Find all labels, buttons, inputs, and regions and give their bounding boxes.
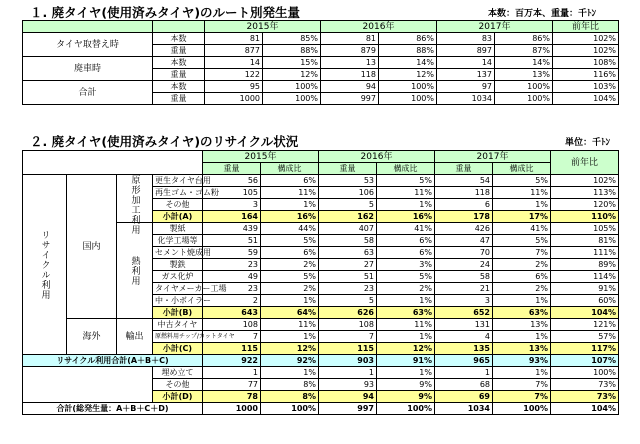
table-row — [23, 367, 619, 379]
cell: 439 — [203, 223, 261, 235]
cell: 21 — [435, 283, 493, 295]
section2-title: ２. 廃タイヤ(使用済みタイヤ)のリサイクル状況 — [30, 134, 299, 149]
sub-label: 重量 — [153, 69, 205, 81]
row-label: 小計(D) — [153, 391, 203, 403]
cell: 63% — [377, 307, 435, 319]
weight-header: 重量 — [203, 163, 261, 175]
cell: 6% — [261, 175, 319, 187]
cell: 1034 — [437, 93, 495, 105]
cell: 100% — [551, 367, 619, 379]
cell: 13 — [321, 57, 379, 69]
cell: 69 — [435, 391, 493, 403]
cell: 100% — [263, 81, 321, 93]
year-2015: 2015年 — [203, 151, 319, 163]
cell: 68 — [435, 379, 493, 391]
cell: 7 — [203, 331, 261, 343]
row-label: 小計(C) — [153, 343, 203, 355]
cell: 13% — [493, 343, 551, 355]
cell: 178 — [435, 211, 493, 223]
route-header-row — [23, 21, 619, 33]
cell: 13% — [493, 319, 551, 331]
cell: 87% — [495, 45, 553, 57]
recycle-use-label: リサイクル利用 — [23, 175, 67, 355]
cell: 11% — [493, 187, 551, 199]
cell: 1% — [377, 295, 435, 307]
sub-label: 本数 — [153, 81, 205, 93]
cell: 2% — [261, 283, 319, 295]
cell: 97 — [437, 81, 495, 93]
cell: 5 — [319, 295, 377, 307]
cell: 11% — [261, 187, 319, 199]
cell: 6% — [377, 247, 435, 259]
cell: 100% — [495, 93, 553, 105]
cell: 106 — [319, 187, 377, 199]
cell: 95 — [205, 81, 263, 93]
cell: 118 — [435, 187, 493, 199]
ratio-header: 構成比 — [493, 163, 551, 175]
cell: 6 — [435, 199, 493, 211]
cell: 85% — [263, 33, 321, 45]
cell: 3 — [435, 295, 493, 307]
cell: 997 — [319, 403, 377, 415]
cell: 83 — [437, 33, 495, 45]
cell: 4 — [435, 331, 493, 343]
cell: 73% — [551, 379, 619, 391]
section1-title: １. 廃タイヤ(使用済みタイヤ)のルート別発生量 — [30, 5, 301, 20]
cell: 78 — [203, 391, 261, 403]
cell: 102% — [551, 175, 619, 187]
cell: 23 — [203, 259, 261, 271]
cell: 8% — [261, 379, 319, 391]
cell: 643 — [203, 307, 261, 319]
cell: 12% — [261, 343, 319, 355]
cell: 91% — [377, 355, 435, 367]
cell: 115 — [319, 343, 377, 355]
cell: 14 — [437, 57, 495, 69]
table-row — [23, 81, 619, 93]
cell: 137 — [437, 69, 495, 81]
cell: 63% — [493, 307, 551, 319]
cell: 89% — [551, 259, 619, 271]
cell: 81 — [205, 33, 263, 45]
weight-header: 重量 — [435, 163, 493, 175]
year-2016: 2016年 — [319, 151, 435, 163]
cell: 1 — [319, 367, 377, 379]
cell: 162 — [319, 211, 377, 223]
row-label: 中・小ボイラー — [153, 295, 203, 307]
cell: 2% — [493, 259, 551, 271]
cell: 108% — [553, 57, 619, 69]
cell: 107% — [551, 355, 619, 367]
cell: 12% — [377, 343, 435, 355]
cell: 7 — [319, 331, 377, 343]
cell: 51 — [319, 271, 377, 283]
cell: 113% — [551, 187, 619, 199]
section1-unit: 本数：百万本、重量：千ﾄﾝ — [488, 9, 597, 19]
cell: 652 — [435, 307, 493, 319]
cell: 5 — [319, 199, 377, 211]
cell: 105 — [203, 187, 261, 199]
cell: 1% — [261, 199, 319, 211]
cell: 24 — [435, 259, 493, 271]
cell: 997 — [321, 93, 379, 105]
cell: 86% — [379, 33, 437, 45]
sub-label: 本数 — [153, 33, 205, 45]
cell: 14 — [205, 57, 263, 69]
cell: 965 — [435, 355, 493, 367]
cell: 100% — [495, 81, 553, 93]
year-2016: 2016年 — [321, 21, 437, 33]
cell: 922 — [203, 355, 261, 367]
cell: 100% — [379, 93, 437, 105]
cell: 11% — [261, 319, 319, 331]
cell: 879 — [321, 45, 379, 57]
cell: 41% — [377, 223, 435, 235]
cell: 1000 — [203, 403, 261, 415]
cell: 11% — [377, 319, 435, 331]
cell: 2 — [203, 295, 261, 307]
cell: 407 — [319, 223, 377, 235]
cell: 54 — [435, 175, 493, 187]
cell: 100% — [379, 81, 437, 93]
table-row — [23, 319, 619, 331]
group-label: 合計 — [23, 81, 153, 105]
cell: 131 — [435, 319, 493, 331]
cell: 5% — [261, 271, 319, 283]
cell: 100% — [377, 403, 435, 415]
domestic-label: 国内 — [67, 175, 117, 319]
cell: 1% — [493, 295, 551, 307]
cell: 70 — [435, 247, 493, 259]
cell: 1% — [493, 199, 551, 211]
cell: 426 — [435, 223, 493, 235]
cell: 51 — [203, 235, 261, 247]
cell: 16% — [377, 211, 435, 223]
cell: 104% — [553, 93, 619, 105]
cell: 111% — [551, 247, 619, 259]
row-label: リサイクル利用合計(A＋B＋C) — [23, 355, 203, 367]
cell: 118 — [321, 69, 379, 81]
cell: 1 — [203, 367, 261, 379]
cell: 64% — [261, 307, 319, 319]
section2-unit: 単位：千ﾄﾝ — [565, 138, 611, 148]
cell: 86% — [495, 33, 553, 45]
cell: 5% — [493, 235, 551, 247]
table-row — [23, 33, 619, 45]
row-label: 化学工場等 — [153, 235, 203, 247]
row-label: 製鉄 — [153, 259, 203, 271]
cell: 122 — [205, 69, 263, 81]
cell: 5% — [377, 175, 435, 187]
cell: 103% — [553, 81, 619, 93]
row-label: 小計(A) — [153, 211, 203, 223]
table-row — [23, 175, 619, 187]
cell: 117% — [551, 343, 619, 355]
cell: 2% — [377, 283, 435, 295]
cell: 877 — [205, 45, 263, 57]
recycle-table — [22, 150, 619, 415]
cell: 15% — [263, 57, 321, 69]
cell: 105% — [551, 223, 619, 235]
cell: 5% — [261, 235, 319, 247]
netsu-label: 熱利用 — [117, 223, 153, 319]
cell: 8% — [261, 391, 319, 403]
cell: 100% — [263, 93, 321, 105]
cell: 47 — [435, 235, 493, 247]
cell: 58 — [435, 271, 493, 283]
route-table — [22, 20, 619, 105]
cell: 115 — [203, 343, 261, 355]
cell: 16% — [261, 211, 319, 223]
cell: 1% — [493, 331, 551, 343]
year-2015: 2015年 — [205, 21, 321, 33]
cell: 7% — [493, 379, 551, 391]
cell: 6% — [377, 235, 435, 247]
cell: 27 — [319, 259, 377, 271]
cell: 81 — [321, 33, 379, 45]
cell: 1% — [377, 331, 435, 343]
cell: 1% — [377, 199, 435, 211]
cell: 903 — [319, 355, 377, 367]
cell: 102% — [553, 33, 619, 45]
cell: 5% — [377, 271, 435, 283]
row-label: 再生ゴム・ゴム粉 — [153, 187, 203, 199]
cell: 93 — [319, 379, 377, 391]
cell: 53 — [319, 175, 377, 187]
cell: 1% — [261, 295, 319, 307]
sub-label: 本数 — [153, 57, 205, 69]
row-label: 埋め立て — [153, 367, 203, 379]
cell: 60% — [551, 295, 619, 307]
cell: 108 — [319, 319, 377, 331]
cell: 104% — [551, 307, 619, 319]
cell: 58 — [319, 235, 377, 247]
yoy-header: 前年比 — [551, 151, 619, 175]
cell: 6% — [261, 247, 319, 259]
cell: 1000 — [205, 93, 263, 105]
row-label: その他 — [153, 379, 203, 391]
cell: 92% — [261, 355, 319, 367]
cell: 14% — [495, 57, 553, 69]
cell: 2% — [493, 283, 551, 295]
cell: 121% — [551, 319, 619, 331]
row-label: 小計(B) — [153, 307, 203, 319]
cell: 7% — [493, 247, 551, 259]
cell: 116% — [553, 69, 619, 81]
row-label: セメント焼成用 — [153, 247, 203, 259]
cell: 897 — [437, 45, 495, 57]
row-label: その他 — [153, 199, 203, 211]
cell: 2% — [261, 259, 319, 271]
cell: 94 — [319, 391, 377, 403]
cell: 11% — [377, 187, 435, 199]
cell: 14% — [379, 57, 437, 69]
cell: 13% — [495, 69, 553, 81]
cell: 23 — [319, 283, 377, 295]
cell: 91% — [551, 283, 619, 295]
cell: 104% — [551, 403, 619, 415]
overseas-label: 海外 — [67, 319, 117, 355]
genkei-label: 原形加工利用 — [117, 175, 153, 223]
cell: 63 — [319, 247, 377, 259]
cell: 1034 — [435, 403, 493, 415]
ratio-header: 構成比 — [261, 163, 319, 175]
cell: 94 — [321, 81, 379, 93]
cell: 102% — [553, 45, 619, 57]
yoy-header: 前年比 — [553, 21, 619, 33]
cell: 93% — [493, 355, 551, 367]
recycle-header-years — [23, 151, 619, 163]
cell: 1 — [435, 367, 493, 379]
cell: 88% — [263, 45, 321, 57]
cell: 135 — [435, 343, 493, 355]
cell: 7% — [493, 391, 551, 403]
cell: 23 — [203, 283, 261, 295]
row-label: 原燃料用チップ/カットタイヤ — [153, 331, 203, 343]
group-label: タイヤ取替え時 — [23, 33, 153, 57]
sub-label: 重量 — [153, 45, 205, 57]
cell: 6% — [493, 271, 551, 283]
cell: 1% — [261, 331, 319, 343]
cell: 9% — [377, 391, 435, 403]
row-label: 製紙 — [153, 223, 203, 235]
cell: 5% — [493, 175, 551, 187]
cell: 56 — [203, 175, 261, 187]
cell: 110% — [551, 211, 619, 223]
weight-header: 重量 — [319, 163, 377, 175]
cell: 3% — [377, 259, 435, 271]
row-label: 更生タイヤ台用 — [153, 175, 203, 187]
cell: 1% — [377, 367, 435, 379]
cell: 100% — [493, 403, 551, 415]
recycle-total-row — [23, 355, 619, 367]
ratio-header: 構成比 — [377, 163, 435, 175]
cell: 49 — [203, 271, 261, 283]
cell: 1% — [493, 367, 551, 379]
cell: 59 — [203, 247, 261, 259]
cell: 120% — [551, 199, 619, 211]
cell: 12% — [379, 69, 437, 81]
cell: 164 — [203, 211, 261, 223]
cell: 114% — [551, 271, 619, 283]
export-label: 輸出 — [117, 319, 153, 355]
cell: 9% — [377, 379, 435, 391]
cell: 81% — [551, 235, 619, 247]
cell: 3 — [203, 199, 261, 211]
cell: 12% — [263, 69, 321, 81]
group-label: 廃車時 — [23, 57, 153, 81]
cell: 100% — [261, 403, 319, 415]
cell: 41% — [493, 223, 551, 235]
year-2017: 2017年 — [437, 21, 553, 33]
grand-total-row — [23, 403, 619, 415]
cell: 1% — [261, 367, 319, 379]
row-label: 中古タイヤ — [153, 319, 203, 331]
table-row — [23, 57, 619, 69]
cell: 108 — [203, 319, 261, 331]
cell: 77 — [203, 379, 261, 391]
cell: 57% — [551, 331, 619, 343]
cell: 17% — [493, 211, 551, 223]
sub-label: 重量 — [153, 93, 205, 105]
cell: 44% — [261, 223, 319, 235]
cell: 73% — [551, 391, 619, 403]
year-2017: 2017年 — [435, 151, 551, 163]
cell: 88% — [379, 45, 437, 57]
row-label: 合計(総発生量：A＋B＋C＋D) — [23, 403, 203, 415]
row-label: タイヤメーカー工場 — [153, 283, 203, 295]
cell: 626 — [319, 307, 377, 319]
row-label: ガス化炉 — [153, 271, 203, 283]
